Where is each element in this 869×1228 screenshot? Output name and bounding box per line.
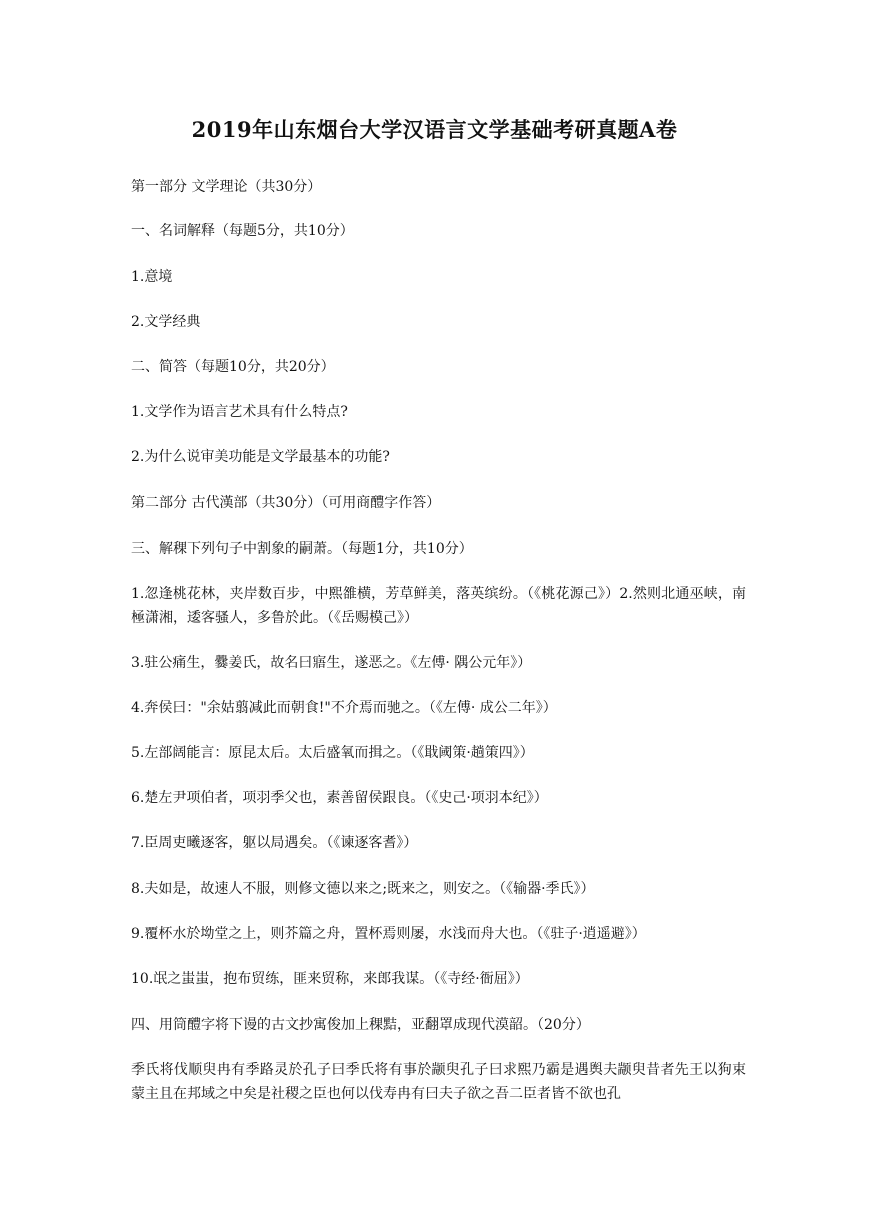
section3-item: 8.夫如是，故速人不服，则修文德以来之;既来之，则安之。（《输器·季氏》） (131, 881, 595, 897)
section3-item: 1.忽逢桃花林，夹岸数百步，中熙雒横，芳草鲜美，落英缤纷。（《桃花源己》）2.然则北通巫峡，南極潇湘，逶客骚人，多鲁於此。（《岳赐模己》） (131, 586, 746, 626)
section1-heading: 一、名词解释（每题5分，共10分） (131, 223, 354, 239)
section3-item: 4.奔侯曰："余姑翦减此而朝食!"不介焉而驰之。（《左傅· 成公二年》） (131, 700, 557, 716)
section3-item: 9.覆杯水於坳堂之上，则芥篇之舟，置杯焉则屡，水浅而舟大也。（《驻子·逍遥避》） (131, 926, 646, 942)
section1-item: 1.意境 (131, 269, 173, 285)
section1-item: 2.文学经典 (131, 314, 201, 330)
section3-item: 6.楚左尹项伯者，项羽季父也，素善留侯跟良。（《史己·项羽本纪》） (131, 790, 548, 806)
page-title: 2019年山东烟台大学汉语言文学基础考研真题A卷 (191, 117, 678, 142)
section3-item: 3.驻公痛生，爨姜氏，故名曰寤生，遂恶之。《左傅· 隅公元年》） (131, 655, 532, 671)
part2-heading: 第二部分 古代漢部（共30分）（可用商醴字作答） (131, 495, 441, 511)
section2-item: 1.文学作为语言艺术具有什么特点? (131, 404, 348, 420)
section3-item: 5.左部阔能言：原昆太后。太后盛氧而揖之。（《戢阈策·趟策四》） (131, 745, 534, 761)
section3-heading: 三、解稞下列句子中割象的嗣萧。（每题1分，共10分） (131, 541, 473, 557)
section4-heading: 四、用筒醴字将下谩的古文抄寓俊加上稞黠，亚翻罩成现代漠韶。（20分） (131, 1017, 590, 1033)
section4-passage: 季氏将伐顺臾冉有季路灵於孔子曰季氏将有事於颛臾孔子曰求熙乃霸是遇舆夫颛臾昔者先王以狗束蒙主且在邦域之中矣是社稷之臣也何以伐寿冉有曰夫子欲之吾二臣者皆不欲也孔 (131, 1062, 746, 1102)
section2-heading: 二、简答（每题10分，共20分） (131, 359, 335, 375)
part1-heading: 第一部分 文学理论（共30分） (131, 179, 322, 195)
section3-item: 7.臣周吏曦逐客，躯以局遇矣。（《谏逐客耆》） (131, 835, 418, 851)
section2-item: 2.为什么说审美功能是文学最基本的功能? (131, 449, 390, 465)
section3-item: 10.氓之蚩蚩，抱布贸练，匪来贸称，来郎我谋。（《寺经·衙屈》） (131, 971, 529, 987)
